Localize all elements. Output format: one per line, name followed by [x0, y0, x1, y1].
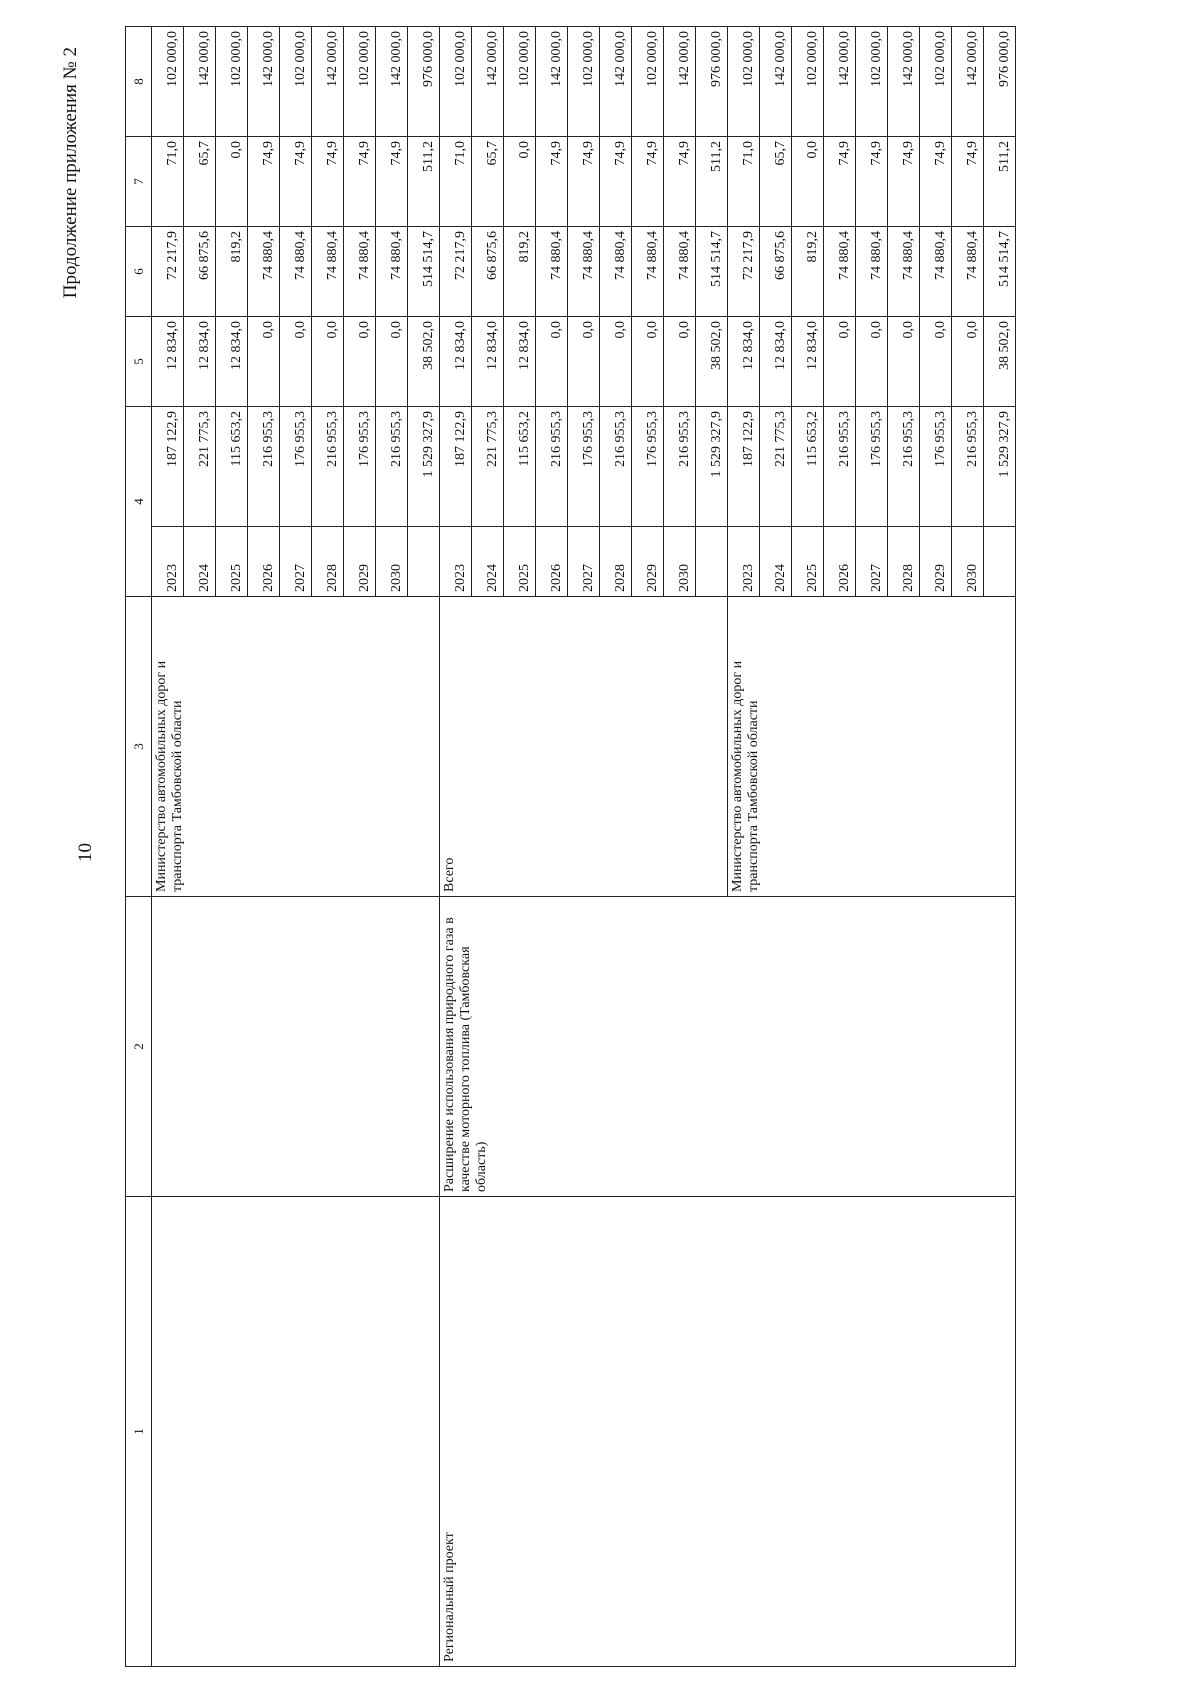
header-cell-1: 1: [126, 1197, 152, 1667]
value-cell-col4: 216 955,3: [312, 407, 344, 527]
total-cell-col4: 1 529 327,9: [696, 407, 728, 527]
total-cell-col4: 1 529 327,9: [408, 407, 440, 527]
value-cell-col7: 74,9: [952, 137, 984, 227]
year-cell: 2027: [280, 527, 312, 597]
value-cell-col7: 74,9: [344, 137, 376, 227]
value-cell-col4: 216 955,3: [952, 407, 984, 527]
value-cell-col7: 74,9: [536, 137, 568, 227]
value-cell-col8: 142 000,0: [664, 27, 696, 137]
value-cell-col8: 102 000,0: [792, 27, 824, 137]
value-cell-col5: 0,0: [376, 317, 408, 407]
value-cell-col6: 819,2: [504, 227, 536, 317]
value-cell-col5: 0,0: [536, 317, 568, 407]
value-cell-col6: 74 880,4: [568, 227, 600, 317]
value-cell-col5: 12 834,0: [792, 317, 824, 407]
value-cell-col8: 142 000,0: [536, 27, 568, 137]
value-cell-col8: 142 000,0: [952, 27, 984, 137]
value-cell-col7: 71,0: [728, 137, 760, 227]
value-cell-col8: 102 000,0: [568, 27, 600, 137]
value-cell-col8: 102 000,0: [440, 27, 472, 137]
value-cell-col8: 142 000,0: [248, 27, 280, 137]
executor-cell: Всего: [440, 597, 728, 897]
value-cell-col6: 74 880,4: [632, 227, 664, 317]
value-cell-col6: 74 880,4: [888, 227, 920, 317]
value-cell-col4: 216 955,3: [600, 407, 632, 527]
value-cell-col8: 142 000,0: [600, 27, 632, 137]
year-cell-empty: [696, 527, 728, 597]
year-cell: 2028: [600, 527, 632, 597]
value-cell-col5: 0,0: [888, 317, 920, 407]
value-cell-col5: 0,0: [824, 317, 856, 407]
year-cell: 2028: [312, 527, 344, 597]
header-cell-3: 3: [126, 597, 152, 897]
total-cell-col6: 514 514,7: [696, 227, 728, 317]
value-cell-col4: 221 775,3: [760, 407, 792, 527]
value-cell-col4: 187 122,9: [440, 407, 472, 527]
total-cell-col6: 514 514,7: [408, 227, 440, 317]
value-cell-col4: 216 955,3: [664, 407, 696, 527]
header-cell-5: 5: [126, 317, 152, 407]
total-cell-col8: 976 000,0: [696, 27, 728, 137]
financing-table: [125, 26, 1016, 1667]
value-cell-col5: 0,0: [568, 317, 600, 407]
year-cell-empty: [408, 527, 440, 597]
value-cell-col4: 221 775,3: [472, 407, 504, 527]
value-cell-col4: 176 955,3: [856, 407, 888, 527]
value-cell-col8: 142 000,0: [824, 27, 856, 137]
value-cell-col4: 216 955,3: [888, 407, 920, 527]
value-cell-col5: 0,0: [248, 317, 280, 407]
year-cell: 2024: [760, 527, 792, 597]
value-cell-col6: 72 217,9: [152, 227, 184, 317]
value-cell-col8: 102 000,0: [152, 27, 184, 137]
value-cell-col8: 102 000,0: [856, 27, 888, 137]
value-cell-col5: 12 834,0: [728, 317, 760, 407]
total-cell-col8: 976 000,0: [984, 27, 1016, 137]
value-cell-col6: 819,2: [792, 227, 824, 317]
value-cell-col7: 74,9: [888, 137, 920, 227]
value-cell-col7: 74,9: [824, 137, 856, 227]
value-cell-col5: 12 834,0: [760, 317, 792, 407]
project-type-cell: Региональный проект: [440, 1197, 1016, 1667]
value-cell-col8: 142 000,0: [472, 27, 504, 137]
value-cell-col6: 66 875,6: [472, 227, 504, 317]
value-cell-col8: 102 000,0: [504, 27, 536, 137]
header-cell-7: 7: [126, 137, 152, 227]
value-cell-col5: 0,0: [952, 317, 984, 407]
value-cell-col6: 74 880,4: [248, 227, 280, 317]
value-cell-col4: 187 122,9: [152, 407, 184, 527]
value-cell-col8: 102 000,0: [216, 27, 248, 137]
year-cell: 2025: [216, 527, 248, 597]
value-cell-col7: 74,9: [248, 137, 280, 227]
total-cell-col6: 514 514,7: [984, 227, 1016, 317]
value-cell-col5: 0,0: [664, 317, 696, 407]
value-cell-col5: 12 834,0: [184, 317, 216, 407]
value-cell-col8: 142 000,0: [376, 27, 408, 137]
value-cell-col5: 0,0: [632, 317, 664, 407]
value-cell-col4: 176 955,3: [920, 407, 952, 527]
value-cell-col8: 102 000,0: [280, 27, 312, 137]
value-cell-col4: 176 955,3: [344, 407, 376, 527]
value-cell-col7: 74,9: [920, 137, 952, 227]
value-cell-col8: 102 000,0: [920, 27, 952, 137]
total-cell-col4: 1 529 327,9: [984, 407, 1016, 527]
header-row: [126, 27, 152, 1667]
value-cell-col5: 12 834,0: [152, 317, 184, 407]
value-cell-col6: 74 880,4: [664, 227, 696, 317]
value-cell-col4: 176 955,3: [632, 407, 664, 527]
year-cell: 2023: [152, 527, 184, 597]
value-cell-col7: 74,9: [376, 137, 408, 227]
year-cell: 2023: [728, 527, 760, 597]
value-cell-col8: 142 000,0: [888, 27, 920, 137]
year-cell: 2027: [568, 527, 600, 597]
table-body: [126, 27, 1016, 1667]
value-cell-col6: 74 880,4: [312, 227, 344, 317]
value-cell-col4: 216 955,3: [248, 407, 280, 527]
total-cell-col5: 38 502,0: [408, 317, 440, 407]
value-cell-col4: 176 955,3: [280, 407, 312, 527]
executor-cell: Министерство автомобильных дорог и транспорта Тамбовской области: [728, 597, 1016, 897]
value-cell-col5: 0,0: [280, 317, 312, 407]
value-cell-col8: 102 000,0: [728, 27, 760, 137]
value-cell-col8: 142 000,0: [760, 27, 792, 137]
value-cell-col6: 819,2: [216, 227, 248, 317]
value-cell-col8: 142 000,0: [184, 27, 216, 137]
value-cell-col6: 72 217,9: [440, 227, 472, 317]
value-cell-col7: 74,9: [632, 137, 664, 227]
value-cell-col7: 74,9: [312, 137, 344, 227]
total-cell-col5: 38 502,0: [696, 317, 728, 407]
total-cell-col7: 511,2: [696, 137, 728, 227]
value-cell-col7: 65,7: [760, 137, 792, 227]
value-cell-col7: 0,0: [216, 137, 248, 227]
value-cell-col4: 221 775,3: [184, 407, 216, 527]
year-cell: 2024: [184, 527, 216, 597]
value-cell-col6: 66 875,6: [184, 227, 216, 317]
value-cell-col5: 12 834,0: [216, 317, 248, 407]
executor-cell: Министерство автомобильных дорог и транспорта Тамбовской области: [152, 597, 440, 897]
year-cell: 2026: [824, 527, 856, 597]
value-cell-col7: 74,9: [856, 137, 888, 227]
value-cell-col6: 74 880,4: [280, 227, 312, 317]
value-cell-col8: 102 000,0: [632, 27, 664, 137]
value-cell-col7: 65,7: [472, 137, 504, 227]
value-cell-col7: 74,9: [568, 137, 600, 227]
value-cell-col7: 0,0: [792, 137, 824, 227]
year-cell: 2027: [856, 527, 888, 597]
table-row: [152, 27, 184, 1667]
value-cell-col5: 0,0: [312, 317, 344, 407]
value-cell-col4: 216 955,3: [536, 407, 568, 527]
header-cell-8: 8: [126, 27, 152, 137]
year-cell: 2030: [664, 527, 696, 597]
table-row: [440, 27, 472, 1667]
value-cell-col5: 0,0: [344, 317, 376, 407]
value-cell-col5: 0,0: [856, 317, 888, 407]
value-cell-col6: 74 880,4: [856, 227, 888, 317]
value-cell-col7: 74,9: [280, 137, 312, 227]
year-cell: 2029: [920, 527, 952, 597]
value-cell-col5: 0,0: [600, 317, 632, 407]
value-cell-col7: 71,0: [440, 137, 472, 227]
project-name-cell: Расширение использования природного газа в качестве моторного топлива (Тамбовская область): [440, 897, 1016, 1197]
value-cell-col4: 187 122,9: [728, 407, 760, 527]
total-cell-col5: 38 502,0: [984, 317, 1016, 407]
year-cell: 2030: [376, 527, 408, 597]
page-number: 10: [75, 843, 96, 862]
year-cell: 2029: [632, 527, 664, 597]
value-cell-col7: 74,9: [600, 137, 632, 227]
total-cell-col8: 976 000,0: [408, 27, 440, 137]
value-cell-col4: 115 653,2: [216, 407, 248, 527]
value-cell-col5: 12 834,0: [504, 317, 536, 407]
year-cell: 2025: [504, 527, 536, 597]
value-cell-col8: 102 000,0: [344, 27, 376, 137]
year-cell: 2028: [888, 527, 920, 597]
value-cell-col7: 0,0: [504, 137, 536, 227]
year-cell-empty: [984, 527, 1016, 597]
value-cell-col5: 0,0: [920, 317, 952, 407]
value-cell-col6: 74 880,4: [920, 227, 952, 317]
value-cell-col4: 216 955,3: [376, 407, 408, 527]
value-cell-col6: 74 880,4: [600, 227, 632, 317]
year-cell: 2030: [952, 527, 984, 597]
year-cell: 2026: [248, 527, 280, 597]
value-cell-col4: 115 653,2: [504, 407, 536, 527]
year-cell: 2023: [440, 527, 472, 597]
year-cell: 2029: [344, 527, 376, 597]
value-cell-col6: 74 880,4: [952, 227, 984, 317]
header-cell-2: 2: [126, 897, 152, 1197]
value-cell-col7: 71,0: [152, 137, 184, 227]
continuation-caption: Продолжение приложения № 2: [60, 47, 81, 299]
value-cell-col6: 66 875,6: [760, 227, 792, 317]
value-cell-col7: 65,7: [184, 137, 216, 227]
year-cell: 2026: [536, 527, 568, 597]
value-cell-col5: 12 834,0: [472, 317, 504, 407]
value-cell-col6: 74 880,4: [376, 227, 408, 317]
value-cell-col6: 74 880,4: [536, 227, 568, 317]
year-cell: 2025: [792, 527, 824, 597]
value-cell-col7: 74,9: [664, 137, 696, 227]
value-cell-col6: 72 217,9: [728, 227, 760, 317]
header-cell-6: 6: [126, 227, 152, 317]
value-cell-col4: 176 955,3: [568, 407, 600, 527]
value-cell-col4: 115 653,2: [792, 407, 824, 527]
year-cell: 2024: [472, 527, 504, 597]
value-cell-col6: 74 880,4: [344, 227, 376, 317]
total-cell-col7: 511,2: [984, 137, 1016, 227]
value-cell-col8: 142 000,0: [312, 27, 344, 137]
value-cell-col6: 74 880,4: [824, 227, 856, 317]
value-cell-col5: 12 834,0: [440, 317, 472, 407]
total-cell-col7: 511,2: [408, 137, 440, 227]
project-name-cell: [152, 897, 440, 1197]
value-cell-col4: 216 955,3: [824, 407, 856, 527]
header-cell-4: 4: [126, 407, 152, 597]
project-type-cell: [152, 1197, 440, 1667]
